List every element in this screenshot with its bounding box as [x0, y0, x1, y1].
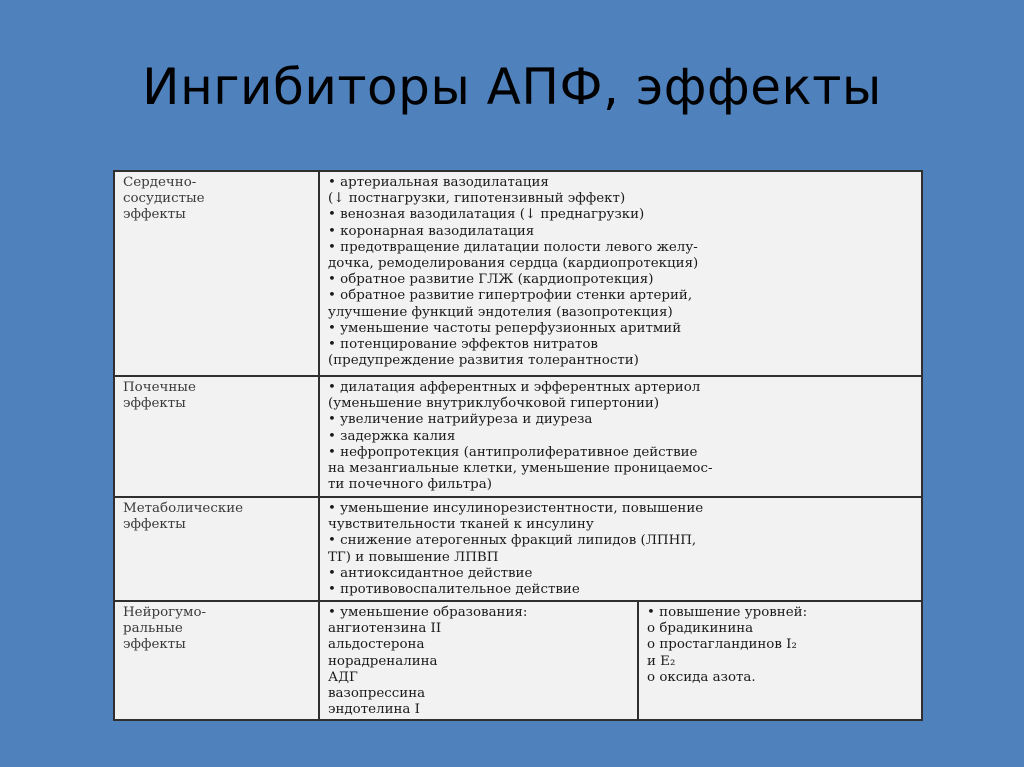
effect-line: вазопрессина	[328, 686, 426, 702]
category-line: сосудистые	[123, 191, 205, 207]
effect-line: дочка, ремоделирования сердца (кардиопротекция)	[328, 256, 699, 272]
category-line: Нейрогумо-	[123, 605, 207, 620]
effects-table	[113, 170, 923, 721]
category-cell	[114, 497, 319, 601]
effect-line: • потенцирование эффектов нитратов	[328, 337, 598, 353]
category-line: Почечные	[123, 380, 196, 395]
effect-line: ангиотензина II	[328, 621, 442, 637]
category-line: эффекты	[123, 207, 186, 223]
effect-line: и E₂	[647, 653, 676, 669]
effect-line: • уменьшение частоты реперфузионных аритмий	[328, 320, 682, 336]
effect-line: • нефропротекция (антипролиферативное действие	[328, 444, 698, 460]
effect-line: • обратное развитие ГЛЖ (кардиопротекция)	[328, 272, 654, 288]
slide-title: Ингибиторы АПФ, эффекты	[142, 58, 882, 116]
effect-line: о оксида азота.	[647, 669, 756, 685]
effects-cell-decrease	[319, 601, 638, 720]
effect-line: АДГ	[328, 669, 358, 685]
effects-cell	[319, 171, 922, 376]
effect-line: (↓ постнагрузки, гипотензивный эффект)	[328, 191, 626, 207]
effect-line: чувствительности тканей к инсулину	[328, 517, 594, 533]
table-row-cardiovascular	[114, 171, 922, 376]
effect-line: • обратное развитие гипертрофии стенки артерий,	[328, 288, 693, 304]
effect-line: • предотвращение дилатации полости левого желу-	[328, 239, 698, 255]
category-line: эффекты	[123, 396, 186, 412]
category-cell	[114, 171, 319, 376]
effect-line: • увеличение натрийуреза и диуреза	[328, 412, 593, 428]
effect-line: • повышение уровней:	[647, 605, 808, 620]
effect-line: • задержка калия	[328, 428, 456, 444]
effect-line: на мезангиальные клетки, уменьшение проницаемос-	[328, 461, 713, 477]
table-row-renal	[114, 376, 922, 497]
effects-cell	[319, 497, 922, 601]
effect-line: ти почечного фильтра)	[328, 477, 492, 493]
effect-line: ТГ) и повышение ЛПВП	[328, 549, 499, 565]
effect-line: улучшение функций эндотелия (вазопротекция)	[328, 304, 673, 320]
category-cell	[114, 376, 319, 497]
effect-line: эндотелина I	[328, 702, 420, 718]
effect-line: (уменьшение внутриклубочковой гипертонии)	[328, 396, 660, 412]
effect-line: • венозная вазодилатация (↓ преднагрузки)	[328, 207, 645, 223]
category-line: Метаболические	[123, 501, 244, 516]
category-line: эффекты	[123, 637, 186, 653]
effect-line: о простагландинов I₂	[647, 637, 797, 653]
effect-line: • снижение атерогенных фракций липидов (ЛПНП,	[328, 533, 697, 549]
effect-line: альдостерона	[328, 637, 425, 653]
effect-line: • артериальная вазодилатация	[328, 175, 549, 190]
effect-line: • противовоспалительное действие	[328, 582, 580, 598]
category-line: эффекты	[123, 517, 186, 533]
category-cell	[114, 601, 319, 720]
effect-line: • коронарная вазодилатация	[328, 223, 535, 239]
effects-cell	[319, 376, 922, 497]
effect-line: • антиоксидантное действие	[328, 565, 533, 581]
table-row-metabolic	[114, 497, 922, 601]
effect-line: • дилатация афферентных и эфферентных артериол	[328, 380, 701, 395]
effects-cell-increase	[638, 601, 922, 720]
table-row-neurohumoral	[114, 601, 922, 720]
effect-line: о брадикинина	[647, 621, 754, 637]
effect-line: норадреналина	[328, 653, 438, 669]
effect-line: (предупреждение развития толерантности)	[328, 353, 639, 369]
category-line: ральные	[123, 621, 183, 637]
effects-table-image	[113, 170, 923, 720]
effect-line: • уменьшение инсулинорезистентности, повышение	[328, 501, 704, 516]
effect-line: • уменьшение образования:	[328, 605, 528, 620]
category-line: Сердечно-	[123, 175, 197, 190]
